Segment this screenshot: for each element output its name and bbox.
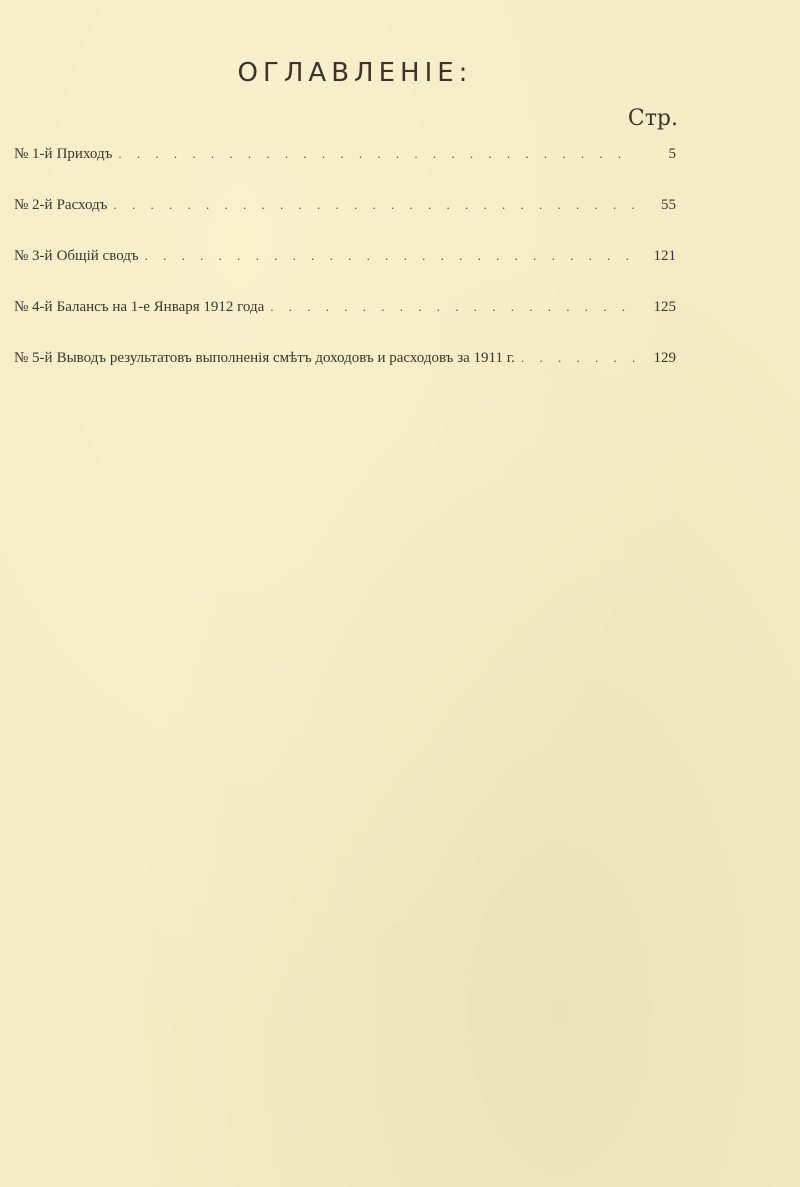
toc-entry-number: № 4-й	[14, 299, 53, 315]
dot-leader	[118, 147, 636, 160]
toc-entry-page: 129	[653, 350, 676, 366]
toc-entry-label: Расходъ	[56, 197, 108, 213]
toc-entry-number: № 5-й	[14, 350, 53, 366]
page-column-header: Стр.	[627, 106, 678, 131]
toc-entry-page: 5	[668, 146, 676, 162]
toc-entry-title	[14, 197, 113, 214]
toc-entry-page: 121	[653, 248, 676, 264]
dot-leader	[145, 249, 636, 262]
toc-entry-label: Общій сводъ	[56, 248, 139, 264]
toc-entry-page: 55	[661, 197, 676, 213]
toc-entry-title	[14, 299, 270, 316]
toc-entry-number: № 2-й	[14, 197, 53, 213]
toc-entry-number: № 1-й	[14, 146, 53, 162]
toc-entry-number: № 3-й	[14, 248, 53, 264]
toc-entry-title	[14, 248, 145, 265]
dot-leader	[521, 351, 636, 364]
dot-leader	[113, 198, 636, 211]
toc-entry-title	[14, 350, 521, 367]
toc-entry	[14, 350, 676, 401]
page-title: ОГЛАВЛЕНІЕ:	[237, 58, 473, 88]
toc-entry-title	[14, 146, 118, 163]
toc-entry	[14, 299, 676, 350]
table-of-contents	[14, 146, 676, 401]
toc-entry	[14, 248, 676, 299]
toc-entry	[14, 197, 676, 248]
toc-entry	[14, 146, 676, 197]
dot-leader	[270, 300, 636, 313]
toc-entry-label: Балансъ на 1-е Января 1912 года	[56, 299, 265, 315]
toc-entry-page: 125	[653, 299, 676, 315]
toc-entry-label: Выводъ результатовъ выполненія смѣтъ доходовъ и расходовъ за 1911 г.	[56, 350, 515, 366]
toc-entry-label: Приходъ	[56, 146, 113, 162]
